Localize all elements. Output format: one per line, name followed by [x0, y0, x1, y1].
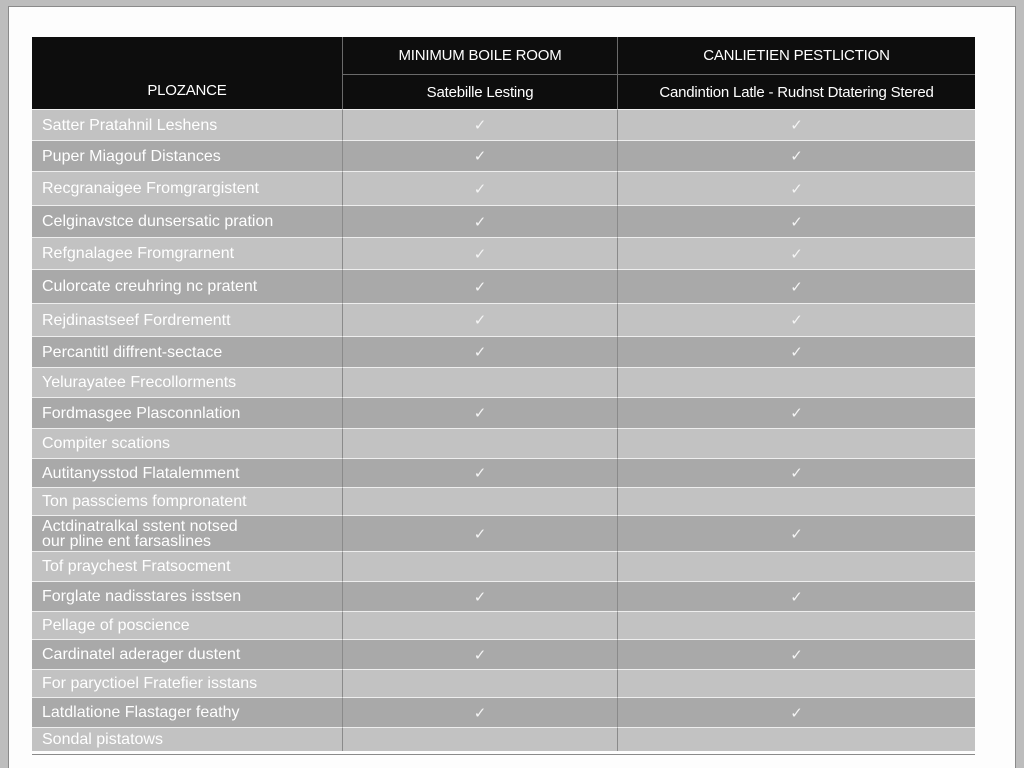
col1-check-cell — [342, 109, 617, 140]
checkmark-icon: ✓ — [790, 646, 803, 664]
row-label-line: Satter Pratahnil Leshens — [42, 116, 218, 134]
table-row-label — [32, 140, 342, 171]
row-label-text — [42, 519, 238, 549]
comparison-table — [32, 37, 975, 751]
col2-check-cell — [617, 458, 975, 487]
table-row-label — [32, 367, 342, 397]
checkmark-icon: ✓ — [473, 278, 487, 296]
row-label-text — [42, 345, 222, 360]
table-row-label — [32, 237, 342, 269]
col2-check-cell — [617, 428, 975, 458]
col1-check-cell — [342, 205, 617, 237]
col1-check-cell — [342, 171, 617, 205]
checkmark-icon: ✓ — [790, 344, 803, 361]
table-row-label — [32, 551, 342, 581]
checkmark-icon: ✓ — [790, 465, 803, 482]
col1-check-cell — [342, 367, 617, 397]
col1-check-cell — [342, 269, 617, 303]
row-label-line: Culorcate creuhring nc pratent — [42, 278, 258, 295]
row-label-text — [42, 375, 236, 390]
checkmark-icon: ✓ — [790, 213, 803, 231]
col1-check-cell — [342, 611, 617, 639]
checkmark-icon: ✓ — [790, 117, 803, 134]
col1-check-cell — [342, 336, 617, 367]
table-row-label — [32, 269, 342, 303]
row-label-text — [42, 118, 217, 133]
col2-check-cell — [617, 367, 975, 397]
col2-check-cell — [617, 303, 975, 336]
row-label-line: Percantitl diffrent-sectace — [42, 343, 223, 361]
checkmark-icon: ✓ — [790, 588, 803, 606]
row-label-text — [42, 214, 273, 229]
row-label-text — [42, 406, 240, 421]
row-label-text — [42, 436, 170, 451]
table-row-label — [32, 487, 342, 515]
checkmark-icon: ✓ — [473, 588, 487, 606]
col1-check-cell — [342, 551, 617, 581]
col2-check-cell — [617, 269, 975, 303]
col2-check-cell — [617, 140, 975, 171]
row-label-text — [42, 732, 163, 747]
row-label-line: Ton passciems fompronatent — [42, 493, 247, 510]
row-label-text — [42, 466, 239, 481]
row-label-line: For paryctioel Fratefier isstans — [42, 675, 258, 692]
checkmark-icon: ✓ — [790, 278, 803, 296]
row-label-line: Puper Miagouf Distances — [42, 147, 221, 165]
checkmark-icon: ✓ — [473, 465, 487, 482]
row-label-text — [42, 181, 259, 196]
table-row-label — [32, 458, 342, 487]
table-row-label — [32, 336, 342, 367]
col1-check-cell — [342, 581, 617, 611]
table-row-label — [32, 428, 342, 458]
col2-check-cell — [617, 727, 975, 751]
checkmark-icon: ✓ — [790, 525, 803, 543]
checkmark-icon: ✓ — [473, 213, 487, 231]
table-row-label — [32, 669, 342, 697]
col2-check-cell — [617, 611, 975, 639]
table-row-label — [32, 611, 342, 639]
row-label-line: Yelurayatee Frecollorments — [42, 374, 237, 391]
row-label-line: Rejdinastseef Fordrementt — [42, 311, 231, 329]
row-label-line: Latdlatione Flastager feathy — [42, 704, 240, 721]
checkmark-icon: ✓ — [473, 245, 487, 263]
col1-header-subtitle: Satebille Lesting — [342, 74, 617, 109]
col1-check-cell — [342, 458, 617, 487]
checkmark-icon: ✓ — [473, 646, 487, 664]
checkmark-icon: ✓ — [790, 148, 803, 165]
col1-check-cell — [342, 237, 617, 269]
col1-check-cell — [342, 727, 617, 751]
checkmark-icon: ✓ — [473, 148, 487, 165]
row-label-line: Autitanysstod Flatalemment — [42, 464, 240, 482]
col2-check-cell — [617, 551, 975, 581]
row-label-text — [42, 494, 247, 509]
checkmark-icon: ✓ — [790, 405, 803, 422]
table-row-label — [32, 515, 342, 551]
table-row-label — [32, 109, 342, 140]
row-label-line: Celginavstce dunsersatic pration — [42, 213, 274, 230]
col2-header-title: CANLIETIEN PESTLICTION — [617, 37, 975, 74]
table-row-label — [32, 639, 342, 669]
row-label-text — [42, 559, 231, 574]
col1-check-cell — [342, 397, 617, 428]
checkmark-icon: ✓ — [473, 704, 487, 722]
checkmark-icon: ✓ — [473, 180, 487, 198]
col2-check-cell — [617, 171, 975, 205]
row-label-header — [32, 37, 342, 109]
table-row-label — [32, 397, 342, 428]
checkmark-icon: ✓ — [473, 117, 487, 134]
col1-check-cell — [342, 669, 617, 697]
row-label-text — [42, 647, 240, 662]
col1-check-cell — [342, 697, 617, 727]
row-label-line: Recgranaigee Fromgrargistent — [42, 180, 259, 197]
col2-check-cell — [617, 697, 975, 727]
col2-check-cell — [617, 639, 975, 669]
col2-check-cell — [617, 237, 975, 269]
row-label-line: Fordmasgee Plasconnlation — [42, 404, 241, 422]
row-label-line: Actdinatralkal sstent notsed — [42, 517, 238, 535]
checkmark-icon: ✓ — [473, 525, 487, 543]
table-row-label — [32, 727, 342, 751]
row-label-line: our pline ent farsaslines — [42, 532, 211, 550]
row-label-line: Pellage of poscience — [42, 617, 190, 634]
row-label-line: Cardinatel aderager dustent — [42, 646, 241, 663]
checkmark-icon: ✓ — [790, 704, 803, 722]
row-label-line: Tof praychest Fratsocment — [42, 558, 231, 575]
checkmark-icon: ✓ — [473, 344, 487, 361]
table-bottom-rule — [32, 754, 975, 755]
row-label-text — [42, 313, 231, 328]
table-row-label — [32, 581, 342, 611]
checkmark-icon: ✓ — [473, 312, 487, 329]
row-label-text — [42, 149, 221, 164]
col1-check-cell — [342, 639, 617, 669]
table-row-label — [32, 303, 342, 336]
table-row-label — [32, 697, 342, 727]
row-label-text — [42, 705, 239, 720]
col1-header-title: MINIMUM BOILE ROOM — [342, 37, 617, 74]
col2-header-subtitle: Candintion Latle - Rudnst Dtatering Stered — [617, 74, 975, 109]
row-label-text — [42, 246, 234, 261]
table-row-label — [32, 205, 342, 237]
row-label-line: Refgnalagee Fromgrarnent — [42, 245, 235, 262]
row-label-line: Forglate nadisstares isstsen — [42, 588, 242, 605]
row-label-text — [42, 676, 257, 691]
col2-check-cell — [617, 669, 975, 697]
row-label-line: Compiter scations — [42, 435, 171, 452]
table-row-label — [32, 171, 342, 205]
col2-check-cell — [617, 205, 975, 237]
row-label-text — [42, 589, 241, 604]
row-label-text — [42, 618, 190, 633]
checkmark-icon: ✓ — [790, 180, 803, 198]
col1-check-cell — [342, 303, 617, 336]
col2-check-cell — [617, 515, 975, 551]
row-label-header-text: PLOZANCE — [147, 82, 227, 99]
row-label-line: Sondal pistatows — [42, 731, 163, 748]
col1-check-cell — [342, 487, 617, 515]
checkmark-icon: ✓ — [473, 405, 487, 422]
row-label-text — [42, 279, 257, 294]
col2-check-cell — [617, 581, 975, 611]
checkmark-icon: ✓ — [790, 312, 803, 329]
col1-check-cell — [342, 428, 617, 458]
checkmark-icon: ✓ — [790, 245, 803, 263]
col2-check-cell — [617, 109, 975, 140]
col1-check-cell — [342, 140, 617, 171]
col2-check-cell — [617, 487, 975, 515]
col2-check-cell — [617, 336, 975, 367]
col1-check-cell — [342, 515, 617, 551]
col2-check-cell — [617, 397, 975, 428]
